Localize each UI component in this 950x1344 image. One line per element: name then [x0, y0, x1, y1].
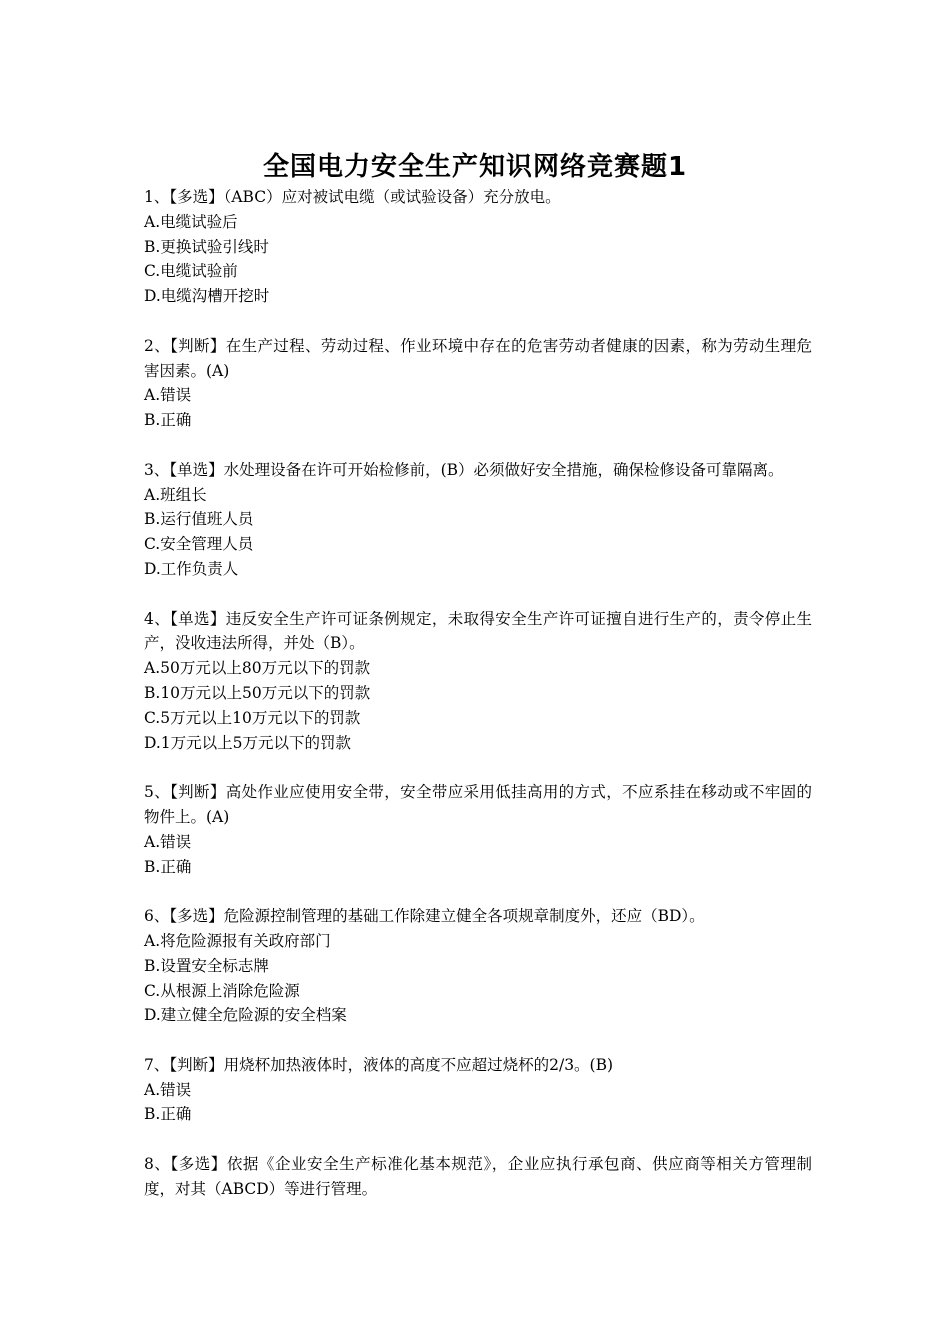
question-7 — [144, 1053, 812, 1127]
option-b: B.10万元以上50万元以下的罚款 — [144, 683, 371, 702]
question-2 — [144, 334, 812, 433]
option-d: D.1万元以上5万元以下的罚款 — [144, 733, 352, 752]
option-d: D.电缆沟槽开挖时 — [144, 287, 270, 306]
question-1 — [144, 185, 812, 309]
option-a: A.50万元以上80万元以下的罚款 — [144, 659, 371, 678]
question-text: 4、【单选】违反安全生产许可证条例规定，未取得安全生产许可证擅自进行生产的，责令停止生产，没收违法所得，并处（B）。 — [144, 609, 812, 653]
question-8 — [144, 1152, 812, 1202]
option-d: D.工作负责人 — [144, 559, 239, 578]
question-6 — [144, 904, 812, 1028]
option-a: A.班组长 — [144, 485, 207, 504]
option-a: A.错误 — [144, 386, 192, 405]
option-b: B.更换试验引线时 — [144, 237, 269, 256]
question-4 — [144, 607, 812, 756]
option-a: A.错误 — [144, 1080, 192, 1099]
question-text: 8、【多选】依据《企业安全生产标准化基本规范》，企业应执行承包商、供应商等相关方管理制度，对其（ABCD）等进行管理。 — [144, 1155, 812, 1198]
option-c: C.电缆试验前 — [144, 262, 238, 281]
option-a: A.错误 — [144, 832, 192, 851]
option-c: C.安全管理人员 — [144, 535, 254, 554]
question-3 — [144, 458, 812, 582]
option-c: C.5万元以上10万元以下的罚款 — [144, 708, 361, 727]
option-b: B.运行值班人员 — [144, 510, 254, 529]
option-c: C.从根源上消除危险源 — [144, 981, 300, 1000]
option-b: B.正确 — [144, 411, 192, 430]
option-d: D.建立健全危险源的安全档案 — [144, 1006, 347, 1025]
document-title: 全国电力安全生产知识网络竞赛题1 — [262, 152, 688, 183]
option-b: B.设置安全标志牌 — [144, 956, 269, 975]
option-a: A.电缆试验后 — [144, 212, 238, 231]
question-text: 3、【单选】水处理设备在许可开始检修前，(B）必须做好安全措施，确保检修设备可靠隔离。 — [144, 460, 784, 479]
question-text: 1、【多选】（ABC）应对被试电缆（或试验设备）充分放电。 — [144, 188, 561, 206]
question-text: 2、【判断】在生产过程、劳动过程、作业环境中存在的危害劳动者健康的因素，称为劳动生理危害因素。(A) — [144, 336, 812, 380]
option-b: B.正确 — [144, 1105, 192, 1124]
question-list — [144, 185, 812, 1226]
question-text: 6、【多选】危险源控制管理的基础工作除建立健全各项规章制度外，还应（BD）。 — [144, 907, 705, 926]
question-text: 5、【判断】高处作业应使用安全带，安全带应采用低挂高用的方式，不应系挂在移动或不牢固的物件上。(A) — [144, 783, 812, 826]
option-b: B.正确 — [144, 857, 192, 876]
option-a: A.将危险源报有关政府部门 — [144, 931, 331, 950]
question-text: 7、【判断】用烧杯加热液体时，液体的高度不应超过烧杯的2/3。(B) — [144, 1055, 614, 1074]
question-5 — [144, 780, 812, 879]
